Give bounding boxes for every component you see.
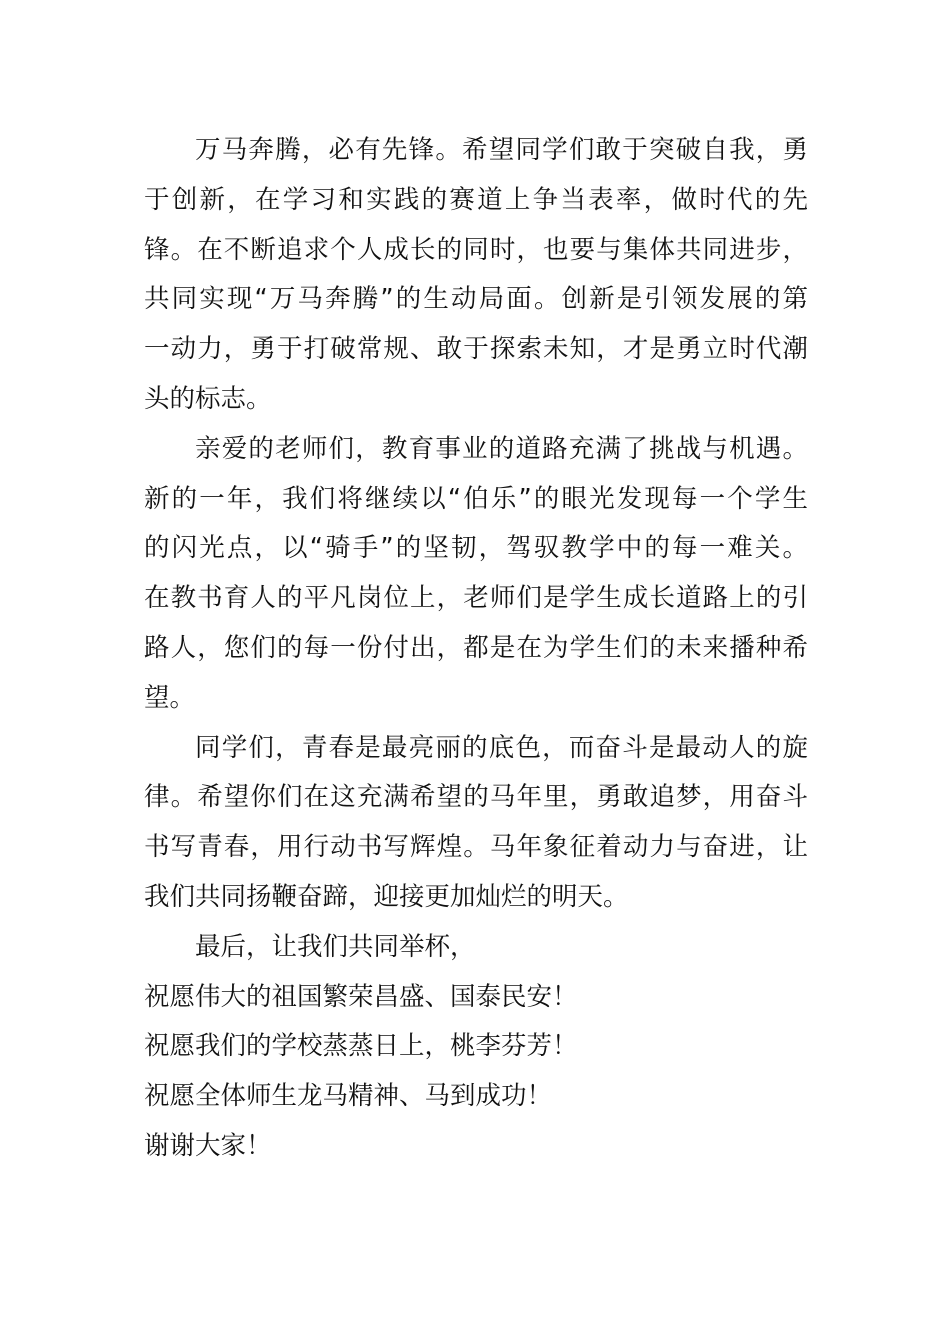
- closing-thanks: 谢谢大家！: [144, 1130, 272, 1161]
- closing-wish-2: 祝愿我们的学校蒸蒸日上，桃李芬芳！: [144, 1031, 578, 1062]
- closing-line-1: 最后，让我们共同举杯，: [195, 931, 476, 962]
- closing-wish-1: 祝愿伟大的祖国繁荣昌盛、国泰民安！: [144, 981, 578, 1012]
- paragraph-1-line-4: 共同实现“万马奔腾”的生动局面。创新是引领发展的第: [144, 284, 808, 315]
- paragraph-3-line-3: 书写青春，用行动书写辉煌。马年象征着动力与奋进，让: [144, 832, 808, 863]
- paragraph-3-line-2: 律。希望你们在这充满希望的马年里，勇敢追梦，用奋斗: [144, 782, 808, 813]
- speech-body: [144, 126, 808, 1172]
- paragraph-1-line-5: 一动力，勇于打破常规、敢于探索未知，才是勇立时代潮: [144, 334, 808, 365]
- paragraph-2-line-3: 的闪光点，以“骑手”的坚韧，驾驭教学中的每一难关。: [144, 533, 808, 564]
- paragraph-2-line-6: 望。: [144, 682, 196, 713]
- paragraph-1-line-6: 头的标志。: [144, 383, 272, 414]
- paragraph-1-line-1: 万马奔腾，必有先锋。希望同学们敢于突破自我，勇: [195, 135, 808, 165]
- paragraph-1-line-2: 于创新，在学习和实践的赛道上争当表率，做时代的先: [144, 184, 808, 215]
- paragraph-3-line-1: 同学们，青春是最亮丽的底色，而奋斗是最动人的旋: [195, 732, 808, 763]
- closing-wish-3: 祝愿全体师生龙马精神、马到成功！: [144, 1081, 553, 1112]
- paragraph-2-line-4: 在教书育人的平凡岗位上，老师们是学生成长道路上的引: [144, 583, 808, 614]
- paragraph-1-line-3: 锋。在不断追求个人成长的同时，也要与集体共同进步，: [144, 234, 808, 265]
- paragraph-2-line-1: 亲爱的老师们，教育事业的道路充满了挑战与机遇。: [195, 433, 808, 464]
- paragraph-2-line-5: 路人，您们的每一份付出，都是在为学生们的未来播种希: [144, 632, 808, 663]
- paragraph-3-line-4: 我们共同扬鞭奋蹄，迎接更加灿烂的明天。: [144, 881, 629, 912]
- paragraph-2-line-2: 新的一年，我们将继续以“伯乐”的眼光发现每一个学生: [144, 483, 808, 514]
